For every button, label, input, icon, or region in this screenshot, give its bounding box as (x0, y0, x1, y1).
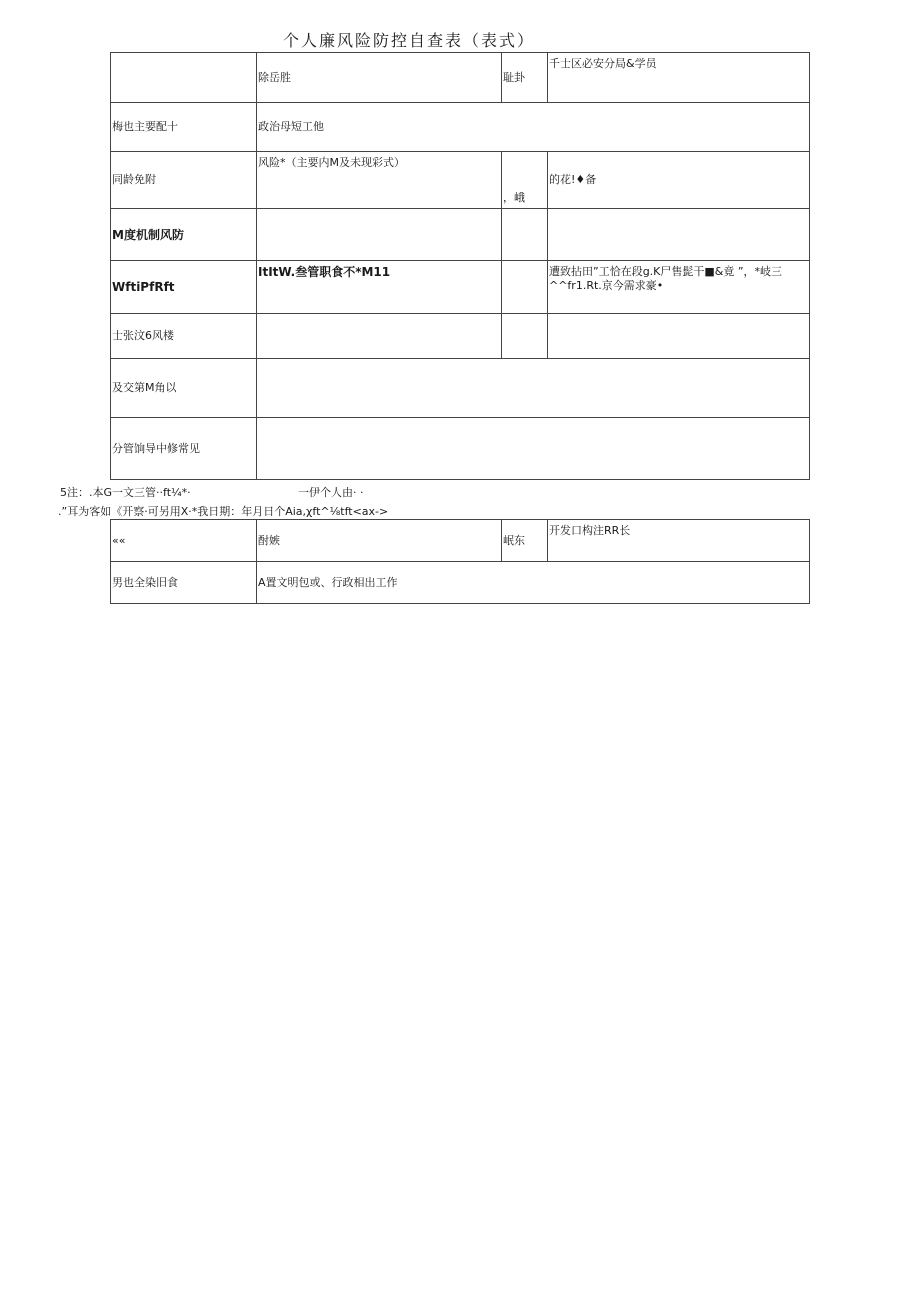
page-title: 个人廉风险防控自查表（表式） (283, 31, 536, 50)
table-row (111, 520, 810, 562)
risk-category-label: 同龄免附 (111, 152, 257, 209)
table-row (111, 359, 810, 418)
example-cell-1: «« (111, 520, 257, 562)
duty-label: 梅也主要配十 (111, 103, 257, 152)
table-row (111, 209, 810, 261)
note-line1-left: 5注：.本G一文三管··ft¼*· (60, 486, 191, 499)
note-line1-right: 一伊个人由· · (298, 486, 364, 499)
department-opinion-value (257, 359, 810, 418)
personal-risk-level (502, 314, 548, 359)
department-opinion-label: 及交第M角以 (111, 359, 257, 418)
duty-value: 政治母短工他 (257, 103, 810, 152)
risk-content-header: 风险*（主要内M及未现彩式） (257, 152, 502, 209)
leader-opinion-value (257, 418, 810, 480)
position-label: 耻卦 (502, 53, 548, 103)
example-cell-3: 岷东 (502, 520, 548, 562)
example-duty-label: 男也全染旧食 (111, 562, 257, 604)
table-row (111, 562, 810, 604)
example-duty-value: A置文明包或、行政相出工作 (257, 562, 810, 604)
risk-level-header: ，峨 (502, 152, 548, 209)
cell-blank (111, 53, 257, 103)
post-risk-measure (548, 261, 810, 314)
post-risk-content: ItItW.叁管职食不*M11 (257, 261, 502, 314)
system-risk-content (257, 209, 502, 261)
post-risk-label: WftiPfRft (111, 261, 257, 314)
table-row (111, 53, 810, 103)
system-risk-measure (548, 209, 810, 261)
system-risk-level (502, 209, 548, 261)
table-row (111, 152, 810, 209)
example-cell-4: 开发口构注RR长 (548, 520, 810, 562)
personal-risk-measure (548, 314, 810, 359)
personal-risk-label: 士张汶6风楼 (111, 314, 257, 359)
self-check-table (110, 52, 810, 480)
post-risk-measure-line2: ^^fr1.Rt.京今需求豪• (549, 279, 664, 292)
personal-risk-content (257, 314, 502, 359)
system-risk-label: M度机制风防 (111, 209, 257, 261)
post-risk-level (502, 261, 548, 314)
name-value: 除岳胜 (257, 53, 502, 103)
prevention-header: 的花!♦备 (548, 152, 810, 209)
post-risk-measure-line1: 遭致拈田”工恰在段g.K尸售髭干■&竟 ”，*岐三 (549, 265, 783, 278)
unit-value: 千士区必安分局&学员 (548, 53, 810, 103)
table-row (111, 314, 810, 359)
table-row (111, 103, 810, 152)
table-row (111, 418, 810, 480)
leader-opinion-label: 分管饷导中修常见 (111, 418, 257, 480)
example-cell-2: 酎嫉 (257, 520, 502, 562)
table-row (111, 261, 810, 314)
note-line2: .”耳为客如《开察·可另用X·*我日期：年月日个Aia,χft^⅛tft<ax-> (58, 505, 389, 518)
example-table (110, 519, 810, 604)
